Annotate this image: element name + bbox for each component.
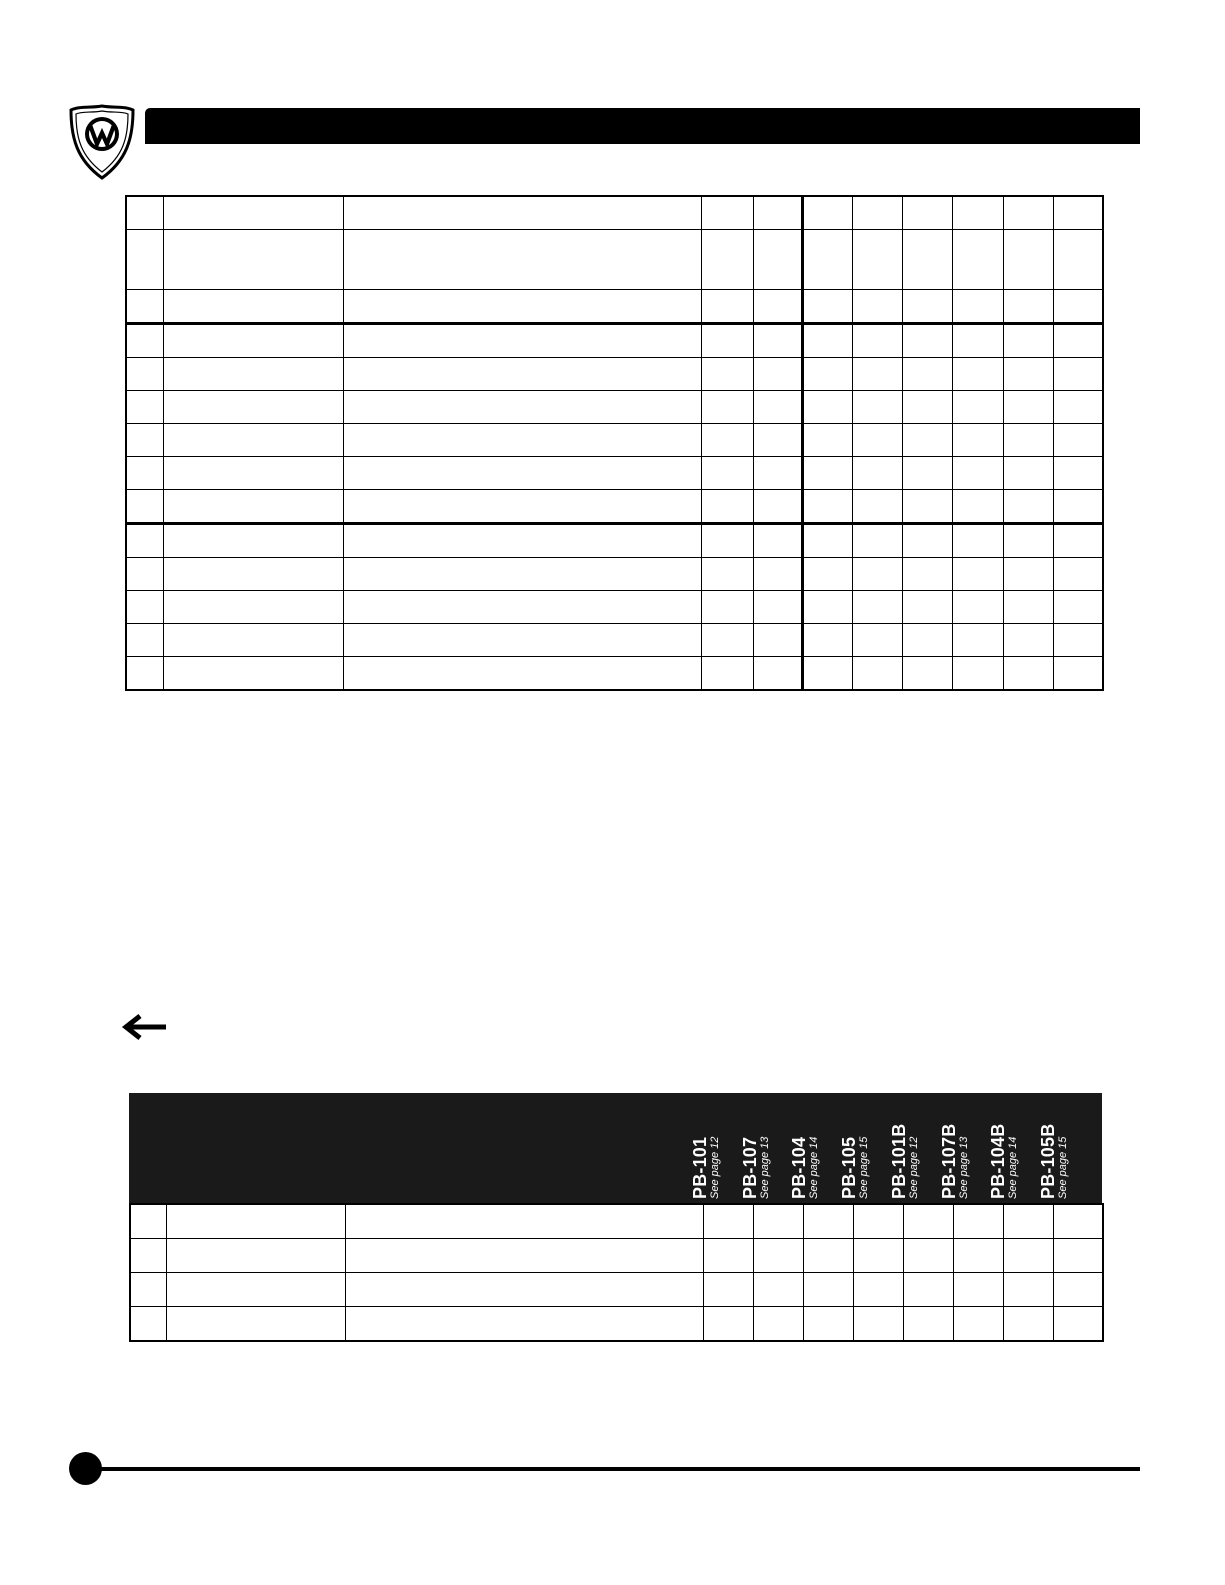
column-note: See page 14: [808, 1136, 820, 1199]
table-row: [126, 558, 1103, 591]
column-code: PB-107: [740, 1136, 760, 1199]
column-code: PB-104: [789, 1136, 809, 1199]
column-code: PB-104B: [988, 1123, 1008, 1199]
column-code: PB-105: [839, 1136, 859, 1199]
table-row: [126, 424, 1103, 457]
table-row: [126, 457, 1103, 490]
shield-logo-icon: [69, 104, 135, 180]
column-code: PB-105B: [1038, 1123, 1058, 1199]
table-row: [126, 524, 1103, 558]
table-row: [130, 1204, 1103, 1239]
column-header-pb-105b: [1038, 1097, 1107, 1199]
table-row: [126, 358, 1103, 391]
column-code: PB-107B: [939, 1123, 959, 1199]
column-note: See page 15: [1057, 1136, 1069, 1199]
table-row: [126, 230, 1103, 290]
column-note: See page 12: [908, 1136, 920, 1199]
footer-rule: [90, 1467, 1140, 1471]
table-row: [126, 591, 1103, 624]
column-code: PB-101: [690, 1136, 710, 1199]
table-row: [130, 1239, 1103, 1273]
left-arrow-icon: [120, 1010, 170, 1044]
column-note: See page 14: [1007, 1136, 1019, 1199]
column-note: See page 13: [958, 1136, 970, 1199]
table-row: [130, 1273, 1103, 1307]
column-note: See page 15: [858, 1136, 870, 1199]
column-code: PB-101B: [889, 1123, 909, 1199]
table-row: [126, 391, 1103, 424]
column-note: See page 13: [759, 1136, 771, 1199]
table-row: [126, 657, 1103, 691]
table-row: [126, 290, 1103, 324]
table-row: [126, 624, 1103, 657]
bottom-table: [129, 1203, 1104, 1342]
header-bar: [145, 108, 1140, 144]
column-note: See page 12: [709, 1136, 721, 1199]
top-table: [125, 195, 1104, 691]
table-row: [126, 324, 1103, 358]
brand-logo: [69, 104, 135, 180]
table-row: [126, 490, 1103, 524]
table-row: [130, 1307, 1103, 1342]
footer-dot: [69, 1452, 102, 1485]
table-row: [126, 196, 1103, 230]
